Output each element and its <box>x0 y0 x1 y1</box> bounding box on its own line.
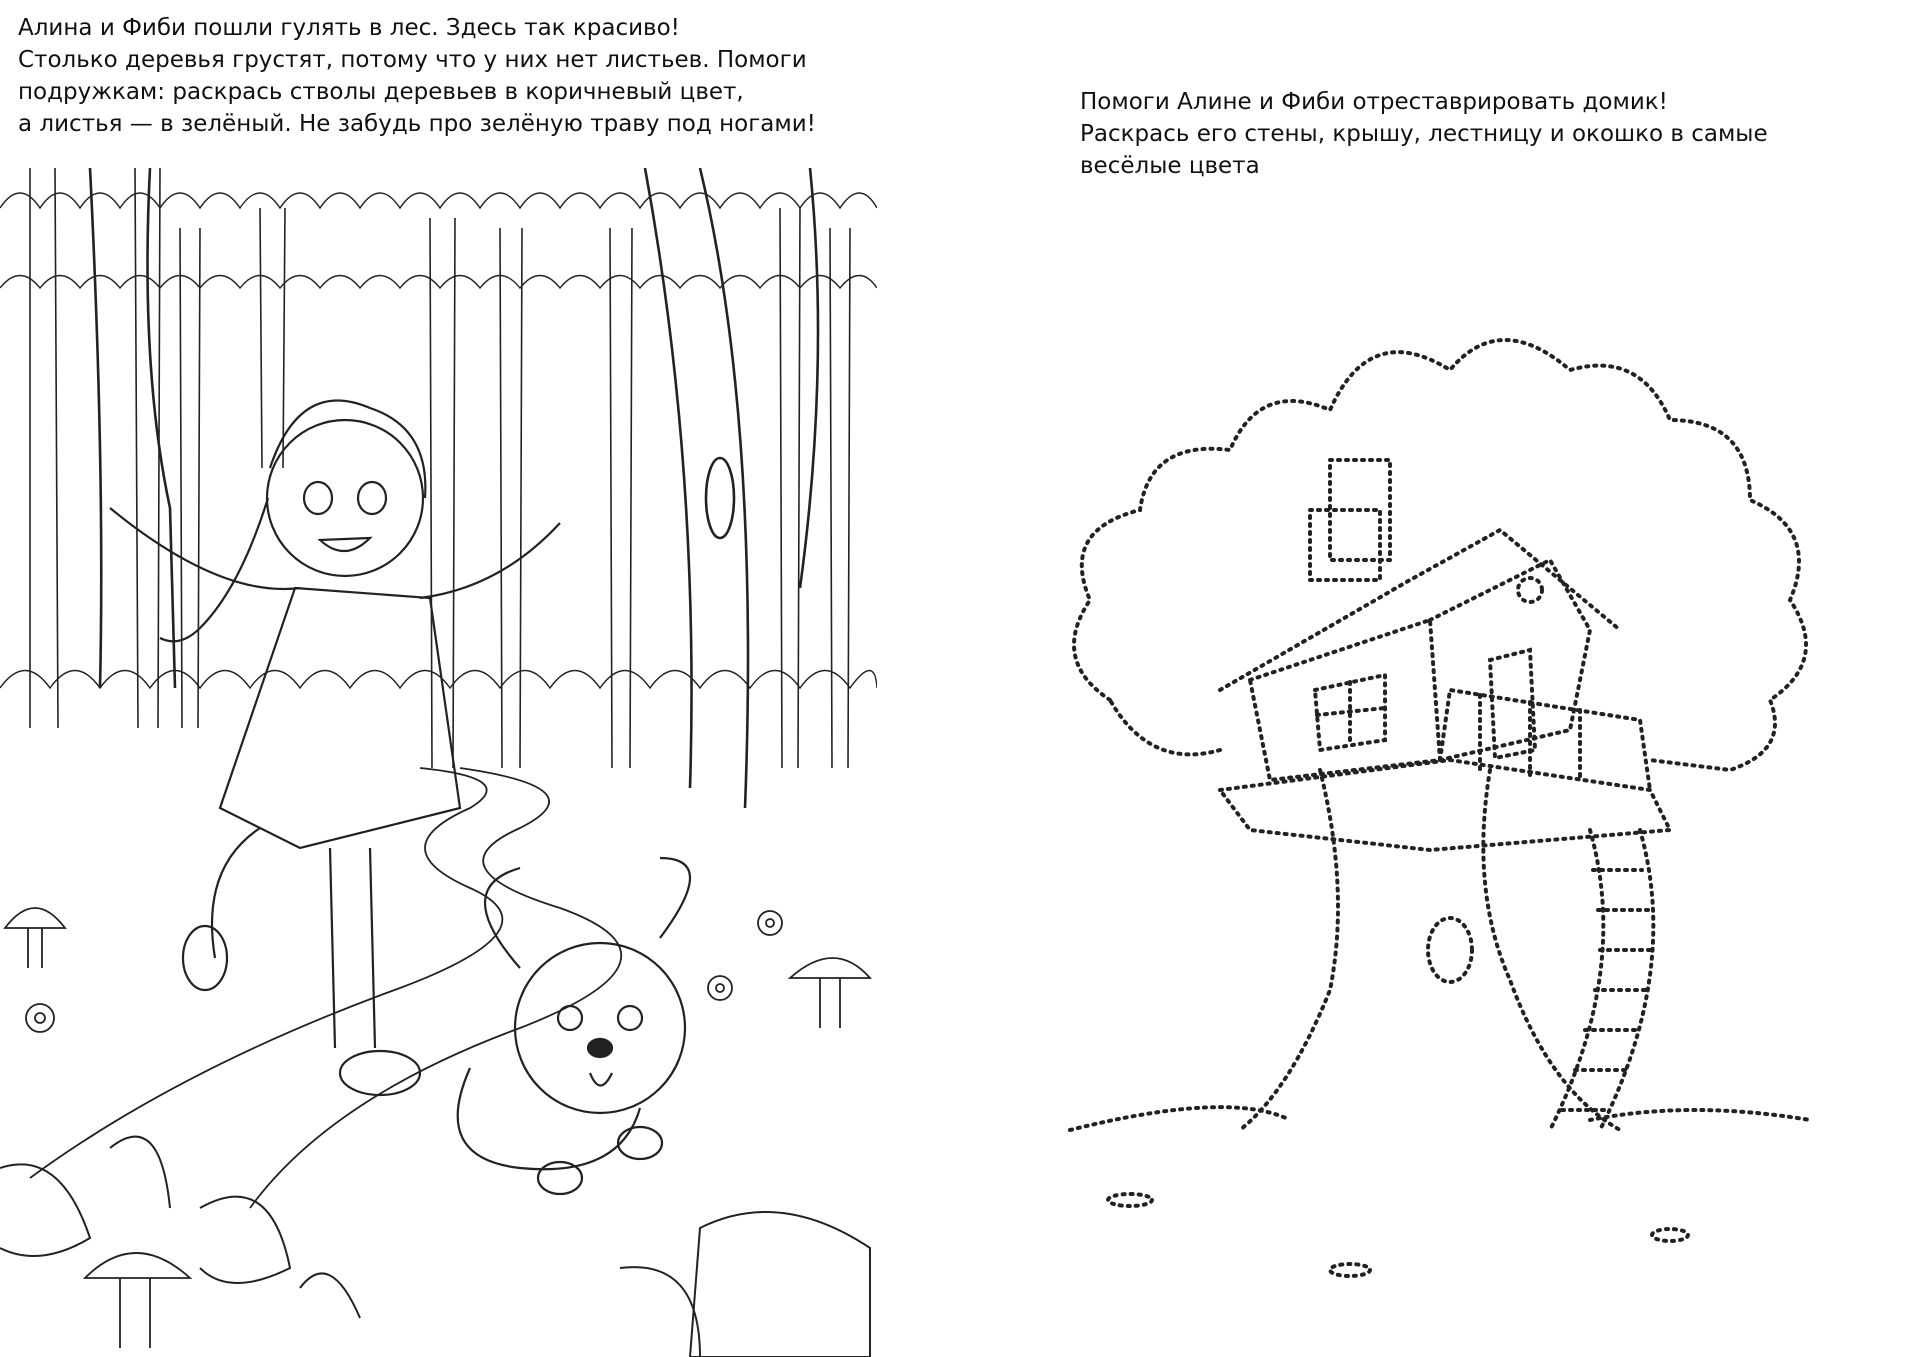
treehouse-coloring-illustration <box>1030 330 1850 1290</box>
treehouse-ladder <box>1550 830 1653 1130</box>
tree-crown-outline <box>1074 340 1806 770</box>
forest-coloring-illustration <box>0 168 877 1357</box>
left-instruction-line: а листья — в зелёный. Не забудь про зелёную траву под ногами! <box>18 111 816 137</box>
foliage-canopy <box>0 193 877 688</box>
background-trees <box>30 168 850 768</box>
right-instruction-line: Помоги Алине и Фиби отреставрировать домик! <box>1080 89 1668 115</box>
right-page <box>960 0 1920 1357</box>
treehouse-deck <box>1220 760 1670 850</box>
ground-line <box>1070 1107 1810 1130</box>
right-instruction-line: весёлые цвета <box>1080 153 1260 179</box>
left-instruction-text <box>18 12 816 140</box>
left-instruction-line: Алина и Фиби пошли гулять в лес. Здесь так красиво! <box>18 15 680 41</box>
ground-details <box>5 908 870 1348</box>
right-instruction-line: Раскрась его стены, крышу, лестницу и окошко в самые <box>1080 121 1768 147</box>
pebble <box>1652 1229 1688 1241</box>
tree-trunk-outline <box>1240 770 1620 1130</box>
girl-figure <box>110 401 560 1096</box>
right-instruction-text <box>1080 86 1768 182</box>
pebble <box>1330 1264 1370 1276</box>
treehouse-house <box>1220 460 1620 780</box>
dog-figure <box>458 858 690 1194</box>
foreground-plants <box>0 1137 870 1357</box>
pebble <box>1108 1194 1152 1206</box>
left-instruction-line: Столько деревья грустят, потому что у них нет листьев. Помоги <box>18 47 807 73</box>
trunk-window <box>1428 918 1472 982</box>
left-instruction-line: подружкам: раскрась стволы деревьев в коричневый цвет, <box>18 79 744 105</box>
